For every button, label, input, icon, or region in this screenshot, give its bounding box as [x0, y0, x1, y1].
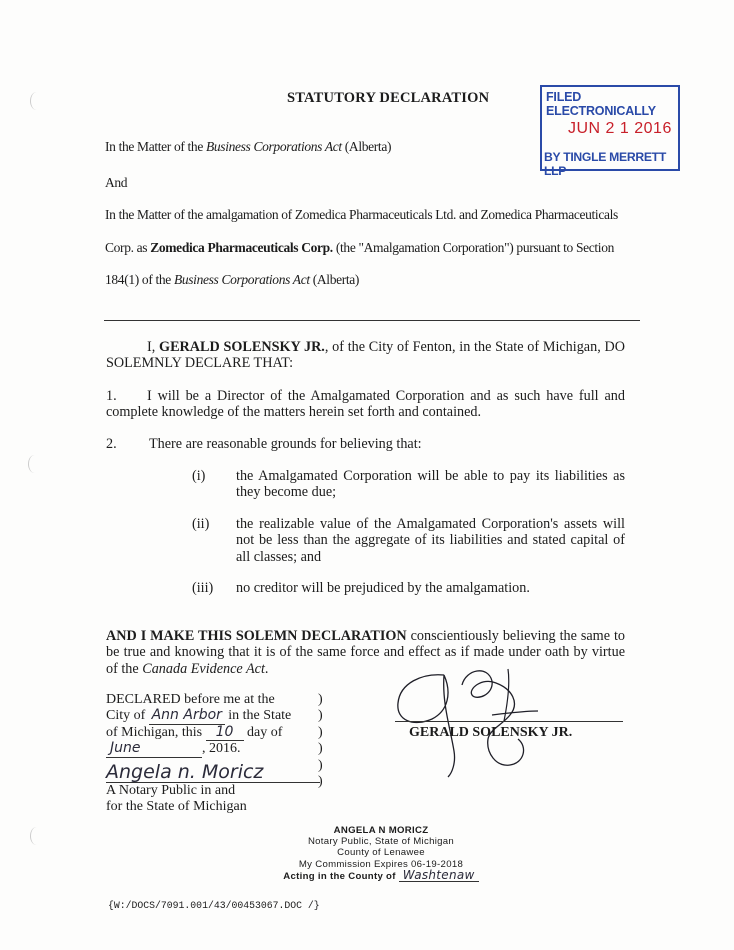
declared-line-5: A Notary Public in and — [106, 783, 236, 799]
subitem-iii-number: (iii) — [192, 580, 214, 596]
item-2-number: 2. — [106, 436, 117, 452]
matter-line-4: 184(1) of the Business Corporations Act (Alberta) — [105, 272, 360, 287]
notary-stamp — [281, 825, 481, 882]
stamp-line-firm: BY TINGLE MERRETT LLP — [544, 150, 666, 178]
signatory-name: GERALD SOLENSKY JR. — [409, 725, 573, 740]
notary-acting-county: Acting in the County of Washtenaw — [281, 870, 481, 882]
notary-line-2: Notary Public, State of Michigan — [307, 836, 455, 848]
handwritten-month: June — [106, 741, 202, 758]
document-title: STATUTORY DECLARATION — [287, 90, 490, 106]
notary-line-3: County of Lenawee — [337, 847, 425, 859]
document-path-footer: {W:/DOCS/7091.001/43/00453067.DOC /} — [108, 900, 320, 911]
handwritten-day: 10 — [206, 725, 244, 742]
subitem-ii-text: the realizable value of the Amalgamated Corporation's assets will not be less than the aggregate of its liabilities and stated capital of all classes; and — [236, 516, 625, 565]
declared-line-2: City of Ann Arbor in the State — [106, 706, 292, 723]
item-2-text: There are reasonable grounds for believing that: — [149, 436, 422, 452]
filed-electronically-stamp — [540, 85, 680, 178]
notary-signature: Angela n. Moricz — [106, 762, 320, 783]
subitem-i-number: (i) — [192, 468, 206, 484]
declarant-signature — [392, 655, 552, 780]
item-1-text: I will be a Director of the Amalgamated Corporation and as such have full and complete knowledge of the matters herein set forth and contained. — [106, 388, 625, 421]
stamp-line-filed: FILED ELECTRONICALLY — [546, 90, 656, 118]
scan-mark — [28, 455, 41, 473]
subitem-ii-number: (ii) — [192, 516, 210, 532]
subitem-i-text: the Amalgamated Corporation will be able to pay its liabilities as they become due; — [236, 468, 625, 501]
declared-before-block — [106, 692, 320, 815]
declared-line-4: June , 2016. — [106, 741, 320, 758]
handwritten-county: Washtenaw — [399, 870, 479, 882]
notary-name: ANGELA N MORICZ — [333, 825, 429, 836]
notary-commission: My Commission Expires 06-19-2018 — [298, 858, 464, 870]
bracket-column: ) ) ) ) ) ) — [318, 692, 323, 790]
scan-mark — [30, 92, 43, 110]
declared-line-1: DECLARED before me at the — [106, 692, 275, 707]
section-divider — [104, 320, 640, 321]
subitem-iii-text: no creditor will be prejudiced by the amalgamation. — [236, 580, 530, 596]
item-1-number: 1. — [106, 388, 117, 404]
stamp-date: JUN 2 1 2016 — [568, 120, 672, 137]
matter-line-2: In the Matter of the amalgamation of Zomedica Pharmaceuticals Ltd. and Zomedica Pharmaceuticals — [105, 207, 618, 222]
declared-line-6: for the State of Michigan — [106, 798, 247, 814]
solemn-declaration-paragraph: AND I MAKE THIS SOLEMN DECLARATION conscientiously believing the same to be true and knowing that it is of the same force and effect as if made under oath by virtue of the Canada Evidence Act. — [106, 628, 626, 677]
handwritten-city: Ann Arbor — [149, 708, 225, 725]
signature-line — [395, 721, 623, 722]
declared-line-3: of Michigan, this 10 day of — [106, 723, 283, 740]
scan-mark — [30, 827, 43, 845]
declarant-intro: I, GERALD SOLENSKY JR., of the City of Fenton, in the State of Michigan, DO SOLEMNLY DECLARE THAT: — [106, 339, 625, 372]
matter-and: And — [105, 175, 128, 190]
matter-line-1: In the Matter of the Business Corporations Act (Alberta) — [105, 139, 392, 154]
matter-line-3: Corp. as Zomedica Pharmaceuticals Corp. (the "Amalgamation Corporation") pursuant to Section — [105, 240, 615, 255]
